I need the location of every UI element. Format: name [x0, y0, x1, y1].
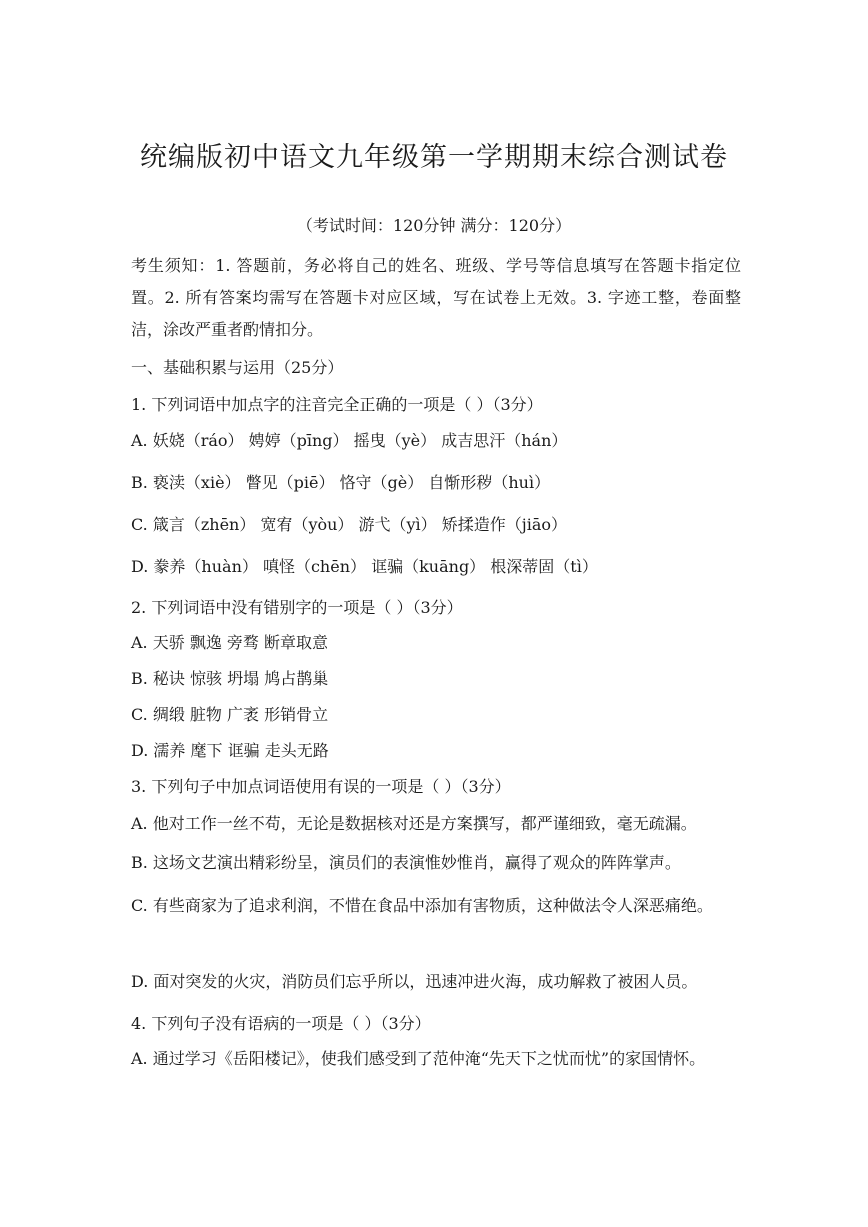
question-3-option-c: C. 有些商家为了追求利润，不惜在食品中添加有害物质，这种做法令人深恶痛绝。	[131, 896, 713, 915]
page-title: 统编版初中语文九年级第一学期期末综合测试卷	[140, 142, 728, 173]
question-3-option-d: D. 面对突发的火灾，消防员们忘乎所以，迅速冲进火海，成功解救了被困人员。	[131, 972, 698, 991]
question-4-stem: 4. 下列句子没有语病的一项是（ ）（3分）	[131, 1014, 431, 1033]
question-3-stem: 3. 下列句子中加点词语使用有误的一项是（ ）（3分）	[131, 777, 511, 796]
question-3-option-b: B. 这场文艺演出精彩纷呈，演员们的表演惟妙惟肖，赢得了观众的阵阵掌声。	[131, 853, 681, 872]
question-1-option-a: A. 妖娆（ráo） 娉婷（pīng） 摇曳（yè） 成吉思汗（hán）	[131, 431, 568, 450]
section-heading: 一、基础积累与运用（25分）	[131, 358, 344, 377]
question-2-option-b: B. 秘诀 惊骇 坍塌 鸠占鹊巢	[131, 669, 329, 688]
exam-notice: 考生须知：1. 答题前，务必将自己的姓名、班级、学号等信息填写在答题卡指定位置。2. 所有答案均需写在答题卡对应区域，写在试卷上无效。3. 字迹工整，卷面整洁，涂改严重者酌情扣分。	[131, 256, 741, 339]
question-2-option-a: A. 天骄 飘逸 旁骛 断章取意	[131, 633, 328, 652]
question-2-option-d: D. 濡养 麾下 诓骗 走头无路	[131, 741, 329, 760]
question-4-option-a: A. 通过学习《岳阳楼记》，使我们感受到了范仲淹“先天下之忧而忧”的家国情怀。	[131, 1049, 706, 1068]
exam-time-info: （考试时间：120分钟 满分：120分）	[296, 216, 572, 235]
question-1-stem: 1. 下列词语中加点字的注音完全正确的一项是（ ）（3分）	[131, 395, 543, 414]
question-1-option-d: D. 豢养（huàn） 嗔怪（chēn） 诓骗（kuāng） 根深蒂固（tì）	[131, 557, 598, 576]
question-1-option-b: B. 亵渎（xiè） 瞥见（piē） 恪守（gè） 自惭形秽（huì）	[131, 473, 551, 492]
question-2-stem: 2. 下列词语中没有错别字的一项是（ ）（3分）	[131, 598, 463, 617]
question-1-option-c: C. 箴言（zhēn） 宽宥（yòu） 游弋（yì） 矫揉造作（jiāo）	[131, 515, 567, 534]
question-2-option-c: C. 绸缎 脏物 广袤 形销骨立	[131, 705, 329, 724]
question-3-option-a: A. 他对工作一丝不苟，无论是数据核对还是方案撰写，都严谨细致，毫无疏漏。	[131, 814, 697, 833]
